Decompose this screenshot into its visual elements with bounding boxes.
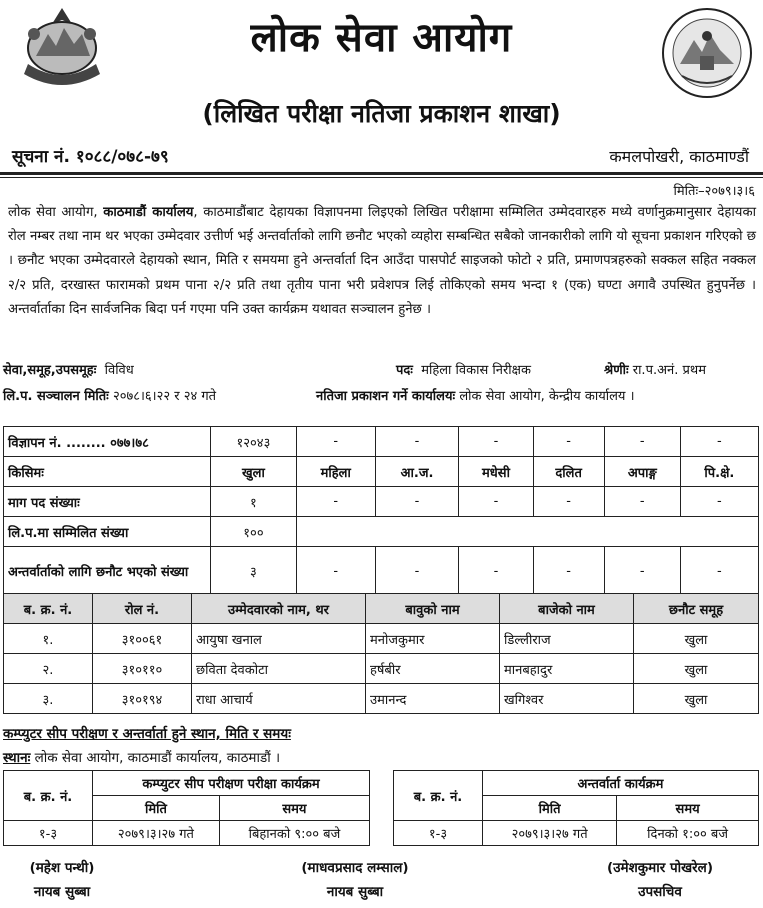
post-info: पदः महिला विकास निरीक्षक (396, 363, 531, 378)
table-row: ३. ३१०१९४ राधा आचार्य उमानन्द खगिश्वर खुला (4, 684, 759, 714)
demand-row: माग पद संख्याः १ - - - - - - (4, 487, 759, 517)
service-info: सेवा,समूह,उपसमूहः विविध (3, 363, 134, 378)
signatory-title: उपसचिव (638, 884, 682, 900)
notice-date: मितिः–२०७९।३।६ (673, 184, 755, 199)
header-divider (0, 172, 763, 175)
signatory-name: (महेश पन्थी) (29, 860, 95, 876)
signatory-title: नायब सुब्बा (326, 884, 384, 900)
table-row: १-३ २०७९।३।२७ गते बिहानको ९:०० बजे (4, 821, 370, 846)
venue-line: स्थानः लोक सेवा आयोग, काठमाडौं कार्यालय, काठमाडौं । (3, 750, 281, 766)
result-office-info: नतिजा प्रकाशन गर्ने कार्यालयः लोक सेवा आयोग, केन्द्रीय कार्यालय । (316, 389, 635, 404)
notice-body: लोक सेवा आयोग, काठमाडौं कार्यालय, काठमाडौंबाट देहायका विज्ञापनमा लिइएको लिखित परीक्षामा सम्मिलित उम्मेदवारहरु मध्ये वर्णानुक्रमानुसार देहायका रोल नम्बर तथा नाम थर भएका उम्मेदवार उत्तीर्ण भई अन्तर्वार्ताको लागि छनौट भएको व्यहोरा सम्बन्धित सबैको जानकारीको लागि यो सूचना प्रकाशन गरिएको छ । छनौट भएका उम्मेदवारले देहायको स्थान, मिति र समयमा हुने अन्तर्वार्ता दिन आउँदा पासपोर्ट साइजको फोटो २ प्रति, प्रमाणपत्रहरुको सक्कल सहित नक्कल २/२ प्रति, दरखास्त फारामको प्रथम पाना २/२ प्रति तथा तृतीय पाना भरी प्रवेशपत्र लिई तोकिएको समय भन्दा १ (एक) घण्टा अगावै उपस्थित हुनुपर्नेछ । अन्तर्वार्ताका दिन सार्वजनिक बिदा पर्न गएमा पनि उक्त कार्यक्रम यथावत सञ्चालन हुनेछ । (8, 205, 756, 317)
appeared-row: लि.प.मा सम्मिलित संख्या १०० (4, 517, 759, 547)
schedule-heading: कम्प्युटर सीप परीक्षण र अन्तर्वार्ता हुने स्थान, मिति र समयः (3, 726, 291, 742)
selected-row: अन्तर्वार्ताको लागि छनौट भएको संख्या ३ - - - - - - (4, 547, 759, 596)
table-row: १. ३१००६१ आयुषा खनाल मनोजकुमार डिल्लीराज खुला (4, 624, 759, 654)
ad-row: विज्ञापन नं. ........ ०७७।७८ १२०४३ - - - - - - (4, 427, 759, 457)
table-row: १-३ २०७९।३।२७ गते दिनको १:०० बजे (394, 821, 759, 846)
page-subtitle: (लिखित परीक्षा नतिजा प्रकाशन शाखा) (202, 99, 561, 128)
signatory-3 (570, 858, 750, 900)
page-title: लोक सेवा आयोग (250, 15, 513, 61)
signatory-name: (उमेशकुमार पोखरेल) (606, 860, 714, 876)
candidates-table (3, 593, 759, 714)
signatory-title: नायब सुब्बा (33, 884, 91, 900)
office-location: कमलपोखरी, काठमाण्डौं (609, 147, 749, 166)
header-divider-thin (0, 177, 763, 178)
signatory-name: (माधवप्रसाद लम्साल) (301, 860, 409, 876)
table-header-row: ब. क्र. नं. रोल नं. उम्मेदवारको नाम, थर बावुको नाम बाजेको नाम छनौट समूह (4, 594, 759, 624)
notice-number: सूचना नं. १०८८/०७८-७९ (12, 147, 169, 167)
computer-test-schedule-table: ब. क्र. नं. कम्प्युटर सीप परीक्षण परीक्षा कार्यक्रम मिति समय १-३ २०७९।३।२७ गते बिहानको ९:०० बजे (3, 770, 370, 846)
exam-date-info: लि.प. सञ्चालन मितिः २०७८।६।२२ र २४ गते (3, 389, 217, 404)
class-info: श्रेणीः रा.प.अनं. प्रथम (604, 363, 706, 378)
office-name: काठमाडौं कार्यालय (103, 205, 194, 220)
signatory-1 (0, 858, 152, 900)
table-row: २. ३१०११० छविता देवकोटा हर्षबीर मानबहादुर खुला (4, 654, 759, 684)
signatory-2 (265, 858, 445, 900)
type-row: किसिमः खुला महिला आ.ज. मधेसी दलित अपाङ्ग पि.क्षे. (4, 457, 759, 487)
interview-schedule-table: ब. क्र. नं. अन्तर्वार्ता कार्यक्रम मिति समय १-३ २०७९।३।२७ गते दिनको १:०० बजे (393, 770, 759, 846)
vacancy-table (3, 426, 759, 596)
